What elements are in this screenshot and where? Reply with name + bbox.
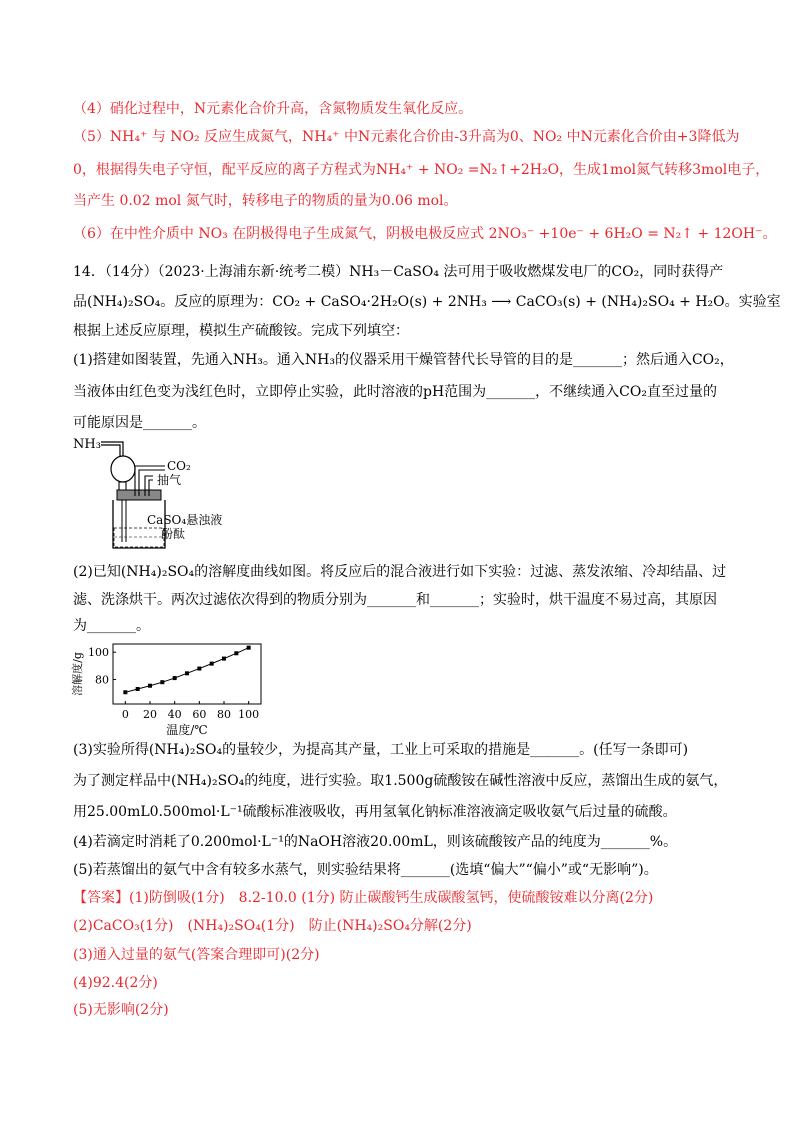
question-1-line3: 可能原因是_______。 <box>73 415 206 431</box>
answer-5-line3: 当产生 0.02 mol 氮气时，转移电子的物质的量为0.06 mol。 <box>73 193 458 209</box>
question-header: 14．（14分）（2023·上海浦东新·统考二模）NH₃－CaSO₄ 法可用于吸收燃煤发电厂的CO₂，同时获得产 <box>73 264 724 280</box>
series-line <box>125 648 248 693</box>
x-tick-label: 0 <box>121 708 129 721</box>
question-2-line1: (2)已知(NH₄)₂SO₄的溶解度曲线如图。将反应后的混合液进行如下实验：过滤、蒸发浓缩、冷却结晶、过 <box>73 564 727 580</box>
question-1-line1: (1)搭建如图装置，先通入NH₃。通入NH₃的仪器采用干燥管替代长导管的目的是_______；然后通入CO₂， <box>73 352 734 368</box>
question-1-line2: 当液体由红色变为浅红色时，立即停止实验，此时溶液的pH范围为_______，不继续通入CO₂直至过量的 <box>73 384 717 400</box>
indicator-label: 酚酞 <box>161 527 186 541</box>
data-point <box>247 646 251 650</box>
question-2-line2: 滤、洗涤烘干。两次过滤依次得到的物质分别为_______和_______；实验时，烘干温度不易过高，其原因 <box>73 592 717 608</box>
y-tick-label: 100 <box>88 646 109 660</box>
liquid-label: CaSO₄悬浊液 <box>147 513 223 527</box>
data-point <box>160 680 164 684</box>
x-axis-label: 温度/℃ <box>166 723 208 737</box>
answer-line3: (3)通入过量的氨气(答案合理即可)(2分) <box>73 947 320 963</box>
question-5: (5)若蒸馏出的氨气中含有较多水蒸气，则实验结果将_______(选填“偏大”“偏小”或“无影响”)。 <box>73 862 658 878</box>
y-tick-label: 80 <box>95 673 109 687</box>
x-tick-label: 60 <box>192 708 207 721</box>
question-line3: 根据上述反应原理，模拟生产硫酸铵。完成下列填空： <box>73 323 409 339</box>
drying-tube <box>111 456 135 482</box>
apparatus-diagram <box>73 432 223 557</box>
solubility-chart <box>73 638 273 738</box>
x-tick-label: 40 <box>167 708 182 721</box>
answer-line4: (4)92.4(2分) <box>73 975 158 991</box>
data-point <box>185 671 189 675</box>
answer-line5: (5)无影响(2分) <box>73 1002 169 1018</box>
x-tick-label: 20 <box>143 708 157 721</box>
question-2-line3: 为_______。 <box>73 618 150 634</box>
x-tick-label: 80 <box>217 708 231 721</box>
answer-line2: (2)CaCO₃(1分) (NH₄)₂SO₄(1分) 防止(NH₄)₂SO₄分解(2分) <box>73 918 472 934</box>
nh3-label: NH₃ <box>73 437 101 452</box>
co2-label: CO₂ <box>167 459 191 473</box>
y-axis-label: 溶解度/g <box>71 652 84 696</box>
x-tick-label: 100 <box>238 708 260 721</box>
data-point <box>222 657 226 661</box>
question-3: (3)实验所得(NH₄)₂SO₄的量较少，为提高其产量，工业上可采取的措施是_______。(任写一条即可) <box>73 742 689 758</box>
answer-5-line2: 0，根据得失电子守恒，配平反应的离子方程式为NH₄⁺ + NO₂ =N₂↑+2H₂O，生成1mol氮气转移3mol电子， <box>73 162 770 178</box>
data-point <box>234 651 238 655</box>
answer-6: （6）在中性介质中 NO₃ 在阴极得电子生成氮气，阴极电极反应式 2NO₃⁻ +10e⁻ + 6H₂O = N₂↑ + 12OH⁻。 <box>73 226 777 242</box>
data-point <box>148 684 152 688</box>
answer-5-line1: （5）NH₄⁺ 与 NO₂ 反应生成氮气，NH₄⁺ 中N元素化合价由-3升高为0、NO₂ 中N元素化合价由+3降低为 <box>73 129 740 145</box>
data-point <box>210 662 214 666</box>
data-point <box>173 676 177 680</box>
answer-line1: 【答案】(1)防倒吸(1分) 8.2-10.0 (1分) 防止碳酸钙生成碳酸氢钙，使硫酸铵难以分离(2分) <box>73 890 654 906</box>
exhaust-label: 抽气 <box>157 473 182 487</box>
question-line2: 品(NH₄)₂SO₄。反应的原理为：CO₂ + CaSO₄·2H₂O(s) + 2NH₃ ⟶ CaCO₃(s) + (NH₄)₂SO₄ + H₂O。实验室 <box>73 294 781 310</box>
data-point <box>136 687 140 691</box>
question-4: (4)若滴定时消耗了0.200mol·L⁻¹的NaOH溶液20.00mL，则该硫酸铵产品的纯度为_______%。 <box>73 834 678 850</box>
data-point <box>197 667 201 671</box>
data-point <box>123 690 127 694</box>
purity-intro-line1: 为了测定样品中(NH₄)₂SO₄的纯度，进行实验。取1.500g硫酸铵在碱性溶液中反应，蒸馏出生成的氨气， <box>73 773 728 789</box>
answer-4: （4）硝化过程中，N元素化合价升高，含氮物质发生氧化反应。 <box>73 101 473 117</box>
purity-intro-line2: 用25.00mL0.500mol·L⁻¹硫酸标准液吸收，再用氢氧化钠标准溶液滴定吸收氨气后过量的硫酸。 <box>73 804 677 820</box>
